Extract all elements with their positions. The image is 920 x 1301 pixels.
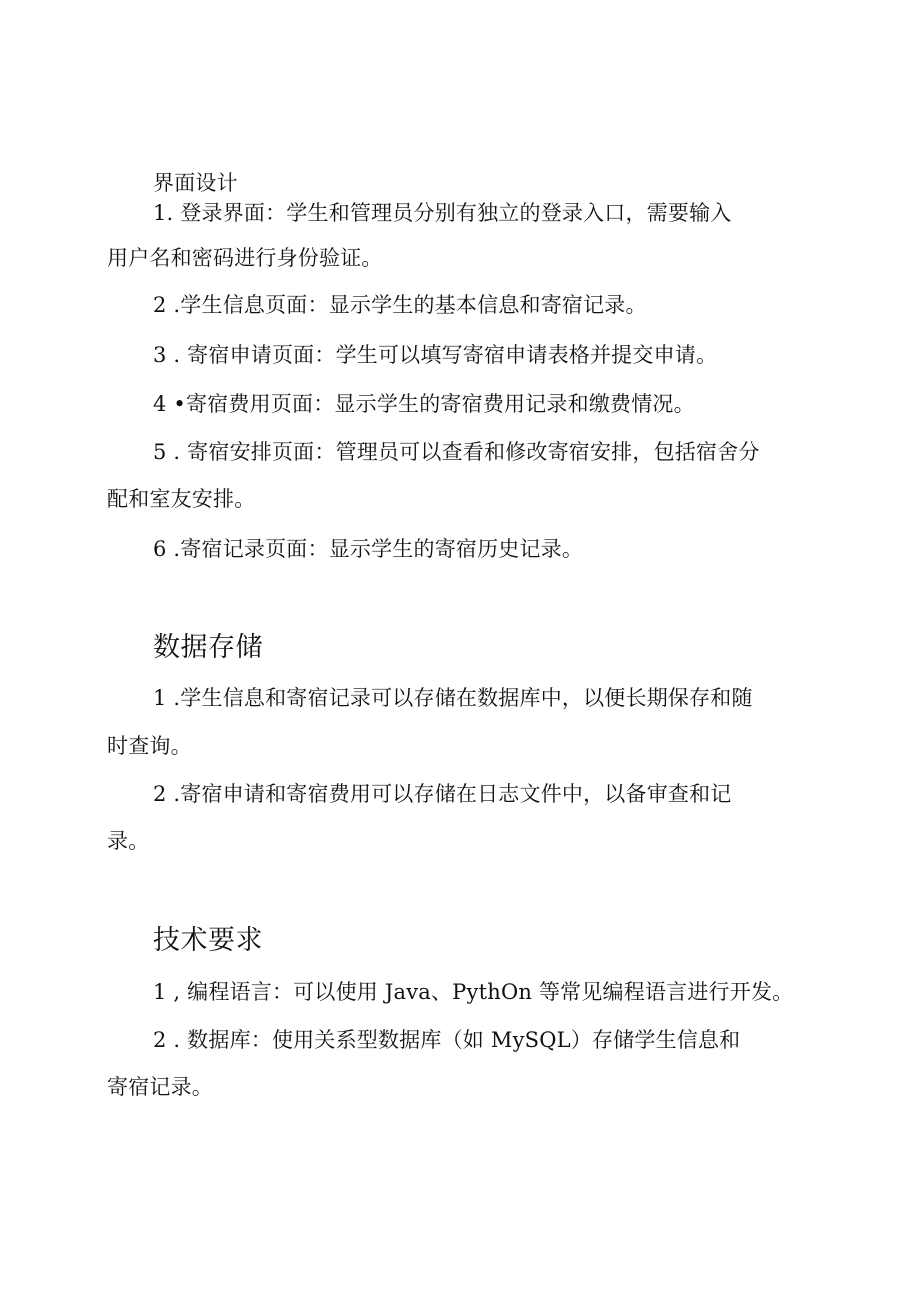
paragraph-line: 配和室友安排。	[107, 487, 256, 511]
paragraph-line: 6 .寄宿记录页面：显示学生的寄宿历史记录。	[153, 537, 584, 561]
paragraph-line: 寄宿记录。	[107, 1075, 213, 1099]
paragraph-line: 2 .学生信息页面：显示学生的基本信息和寄宿记录。	[153, 293, 647, 317]
section-title-data-storage: 数据存储	[153, 632, 263, 663]
paragraph-line: 时查询。	[107, 734, 192, 758]
paragraph-line: 5 . 寄宿安排页面：管理员可以查看和修改寄宿安排，包括宿舍分	[153, 440, 760, 464]
paragraph-line: 1 , 编程语言：可以使用 Java、PythOn 等常见编程语言进行开发。	[153, 980, 794, 1004]
paragraph-line: 1 .学生信息和寄宿记录可以存储在数据库中，以便长期保存和随	[153, 686, 753, 710]
paragraph-line: 2 . 数据库：使用关系型数据库（如 MySQL）存储学生信息和	[153, 1028, 741, 1052]
paragraph-line: 1. 登录界面：学生和管理员分别有独立的登录入口，需要输入	[153, 201, 732, 225]
paragraph-line: 用户名和密码进行身份验证。	[107, 246, 383, 270]
section-title-tech-requirements: 技术要求	[153, 925, 263, 956]
paragraph-line: 2 .寄宿申请和寄宿费用可以存储在日志文件中，以备审查和记	[153, 782, 732, 806]
paragraph-line: 4 •寄宿费用页面：显示学生的寄宿费用记录和缴费情况。	[153, 392, 695, 416]
paragraph-line: 录。	[107, 829, 150, 853]
section-title-ui-design: 界面设计	[153, 171, 238, 195]
paragraph-line: 3 . 寄宿申请页面：学生可以填写寄宿申请表格并提交申请。	[153, 343, 718, 367]
